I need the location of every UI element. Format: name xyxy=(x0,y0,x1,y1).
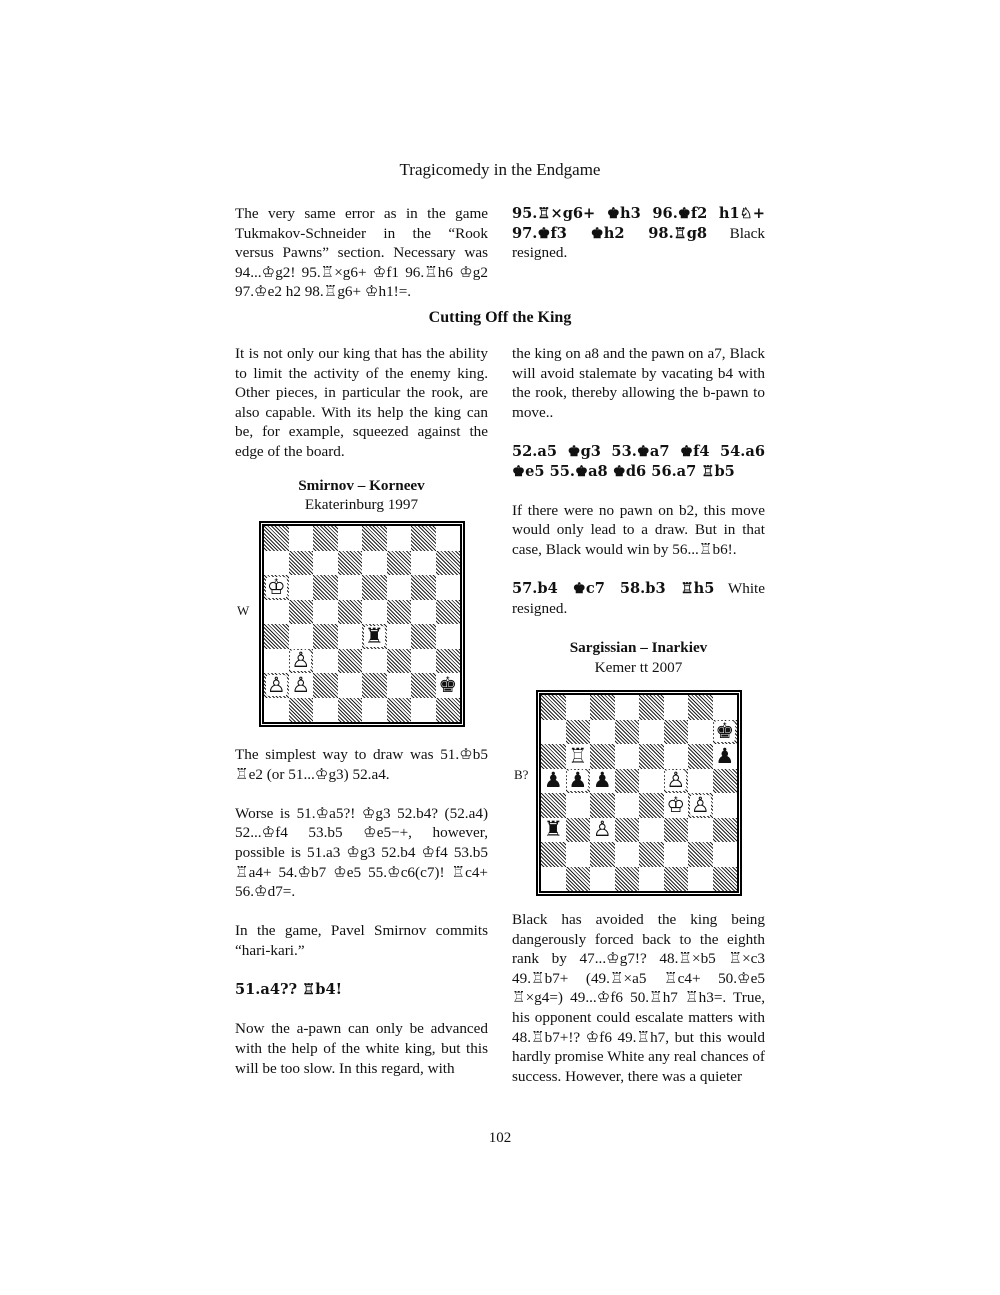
board-square xyxy=(387,698,412,723)
board-square xyxy=(436,575,461,600)
board-square xyxy=(362,649,387,674)
paragraph: Black has avoided the king being dangerously forced back to the eighth rank by 47...♔g7!? 48.♖×b5 ♖×c3 49.♖b7+ (49.♖×a5 ♖c4+ 50.♔e5 ♖×g4=) 49...♔f6 50.♖h7 ♖h3=. True, his opponent could escalate matters with 48.♖b7+!? ♔f6 49.♖h7, but this would hardly promise White any real chances of success. However, there was a quieter xyxy=(512,911,765,1085)
chess-piece: ♙ xyxy=(266,672,286,697)
chess-piece: ♟ xyxy=(592,768,612,793)
board-square xyxy=(313,575,338,600)
board-square xyxy=(436,551,461,576)
board-square xyxy=(615,842,640,867)
chess-piece: ♟ xyxy=(568,768,588,793)
move-sequence: 51.a4?? ♖b4! xyxy=(235,981,343,999)
board-square xyxy=(688,695,713,720)
board-square xyxy=(264,526,289,551)
board-square xyxy=(411,673,436,698)
paragraph: Now the a-pawn can only be advanced with the help of the white king, but this will be too slow. In this regard, with xyxy=(235,1020,488,1077)
chess-piece: ♖ xyxy=(568,743,588,768)
board-square xyxy=(566,867,591,892)
board-square xyxy=(615,818,640,843)
board-square xyxy=(411,624,436,649)
board-square xyxy=(541,818,566,843)
board-square xyxy=(387,624,412,649)
board-square xyxy=(590,720,615,745)
board-square xyxy=(264,575,289,600)
board-square xyxy=(664,720,689,745)
paragraph: In the game, Pavel Smirnov commits “hari-kari.” xyxy=(235,922,488,959)
board-square xyxy=(362,526,387,551)
board-square xyxy=(436,624,461,649)
board-square xyxy=(590,695,615,720)
board-square xyxy=(664,842,689,867)
side-to-move-label: W xyxy=(237,603,250,618)
board-square xyxy=(338,600,363,625)
board-square xyxy=(289,649,314,674)
board-square xyxy=(436,600,461,625)
top-left-text xyxy=(235,204,488,302)
board-square xyxy=(713,867,738,892)
paragraph xyxy=(512,204,765,263)
board-square xyxy=(566,695,591,720)
board-square xyxy=(436,698,461,723)
chess-piece: ♟ xyxy=(715,743,735,768)
board-square xyxy=(688,818,713,843)
board-square xyxy=(713,842,738,867)
chess-piece: ♟ xyxy=(543,768,563,793)
chess-piece: ♔ xyxy=(266,574,286,599)
chess-board xyxy=(539,693,739,893)
board-square xyxy=(713,744,738,769)
board-square xyxy=(590,818,615,843)
paragraph xyxy=(512,442,765,481)
board-square xyxy=(639,818,664,843)
board-square xyxy=(289,551,314,576)
board-square xyxy=(566,769,591,794)
board-square xyxy=(411,526,436,551)
board-square xyxy=(313,624,338,649)
running-header: Tragicomedy in the Endgame xyxy=(399,160,601,179)
board-square xyxy=(664,695,689,720)
board-square xyxy=(362,575,387,600)
board-square xyxy=(664,744,689,769)
board-square xyxy=(566,818,591,843)
chess-piece: ♔ xyxy=(666,792,686,817)
game-event: Ekaterinburg 1997 xyxy=(304,496,419,514)
left-column xyxy=(235,344,488,515)
board-square xyxy=(541,867,566,892)
board-square xyxy=(541,744,566,769)
board-square xyxy=(362,624,387,649)
board-square xyxy=(639,769,664,794)
board-square xyxy=(615,769,640,794)
paragraph: If there were no pawn on b2, this move would only lead to a draw. But in that case, Black would win by 56...♖b6!. xyxy=(512,501,765,558)
board-square xyxy=(436,673,461,698)
board-square xyxy=(313,649,338,674)
board-square xyxy=(411,600,436,625)
chess-piece: ♙ xyxy=(666,768,686,793)
board-square xyxy=(713,818,738,843)
board-square xyxy=(590,867,615,892)
board-square xyxy=(313,673,338,698)
board-square xyxy=(541,769,566,794)
board-square xyxy=(590,744,615,769)
chess-piece: ♙ xyxy=(690,792,710,817)
board-square xyxy=(541,793,566,818)
board-square xyxy=(411,575,436,600)
board-square xyxy=(338,551,363,576)
board-square xyxy=(362,600,387,625)
board-square xyxy=(639,842,664,867)
chess-piece: ♚ xyxy=(715,719,735,744)
board-square xyxy=(713,769,738,794)
game-players: Smirnov – Korneev xyxy=(298,476,425,494)
chess-board xyxy=(262,524,462,724)
board-square xyxy=(436,649,461,674)
board-square xyxy=(264,551,289,576)
left-column-lower xyxy=(235,745,488,1078)
chess-piece: ♙ xyxy=(592,817,612,842)
chess-piece: ♚ xyxy=(438,672,458,697)
right-column-lower xyxy=(512,910,765,1086)
game-heading xyxy=(235,476,488,515)
board-square xyxy=(639,793,664,818)
board-square xyxy=(688,720,713,745)
board-square xyxy=(289,526,314,551)
board-square xyxy=(338,624,363,649)
board-square xyxy=(289,698,314,723)
board-square xyxy=(289,673,314,698)
board-square xyxy=(338,673,363,698)
board-square xyxy=(264,600,289,625)
board-square xyxy=(264,673,289,698)
board-square xyxy=(362,673,387,698)
move-sequence: 95.♖×g6+ ♚h3 96.♚f2 h1♘+ 97.♚f3 ♚h2 98.♖g8 xyxy=(512,205,765,242)
board-square xyxy=(713,720,738,745)
board-square xyxy=(615,695,640,720)
chess-piece: ♜ xyxy=(543,817,563,842)
board-square xyxy=(411,698,436,723)
result-text: White resigned. xyxy=(512,580,765,617)
paragraph xyxy=(512,579,765,618)
paragraph xyxy=(235,980,488,1000)
board-square xyxy=(313,551,338,576)
board-square xyxy=(688,842,713,867)
board-square xyxy=(541,695,566,720)
move-sequence: 57.b4 ♚c7 58.b3 ♖h5 xyxy=(512,580,715,598)
board-square xyxy=(590,793,615,818)
paragraph: Worse is 51.♔a5?! ♔g3 52.b4? (52.a4) 52...♔f4 53.b5 ♔e5−+, however, possible is 51.a3 ♔g3 52.b4 ♔f4 53.b5 ♖a4+ 54.♔b7 ♔e5 55.♔c6(c7)! ♖c4+ 56.♔d7=. xyxy=(235,804,488,901)
paragraph: the king on a8 and the pawn on a7, Black will avoid stalemate by vacating b4 with the rook, thereby allowing the b-pawn to move.. xyxy=(512,345,765,421)
board-square xyxy=(264,698,289,723)
board-square xyxy=(289,575,314,600)
paragraph: The simplest way to draw was 51.♔b5 ♖e2 (or 51...♔g3) 52.a4. xyxy=(235,746,488,783)
board-square xyxy=(387,649,412,674)
board-square xyxy=(664,769,689,794)
chess-piece: ♜ xyxy=(364,623,384,648)
board-square xyxy=(590,842,615,867)
board-square xyxy=(566,842,591,867)
board-square xyxy=(264,624,289,649)
board-square xyxy=(313,526,338,551)
board-square xyxy=(664,793,689,818)
right-column xyxy=(512,344,765,678)
board-square xyxy=(387,526,412,551)
board-square xyxy=(688,793,713,818)
section-title: Cutting Off the King xyxy=(428,309,572,326)
chess-piece: ♙ xyxy=(291,672,311,697)
board-square xyxy=(566,793,591,818)
board-square xyxy=(566,744,591,769)
board-square xyxy=(541,842,566,867)
side-to-move-label: B? xyxy=(514,767,529,782)
paragraph: The very same error as in the game Tukmakov-Schneider in the “Rook versus Pawns” section. Necessary was 94...♔g2! 95.♖×g6+ ♔f1 96.♖h6 ♔g2 97.♔e2 h2 98.♖g6+ ♔h1!=. xyxy=(235,205,488,301)
board-square xyxy=(411,649,436,674)
board-square xyxy=(411,551,436,576)
board-square xyxy=(541,720,566,745)
game-players: Sargissian – Inarkiev xyxy=(569,639,708,657)
game-heading xyxy=(512,638,765,677)
board-square xyxy=(387,551,412,576)
board-square xyxy=(615,793,640,818)
board-square xyxy=(338,698,363,723)
move-sequence: 52.a5 ♚g3 53.♚a7 ♚f4 54.a6 ♚e5 55.♚a8 ♚d6 56.a7 ♖b5 xyxy=(512,442,765,480)
board-square xyxy=(387,600,412,625)
board-square xyxy=(289,600,314,625)
board-square xyxy=(688,867,713,892)
paragraph: It is not only our king that has the ability to limit the activity of the enemy king. Other pieces, in particular the rook, are also capable. With its help the king can be, for example, squeezed against the edge of the board. xyxy=(235,345,488,460)
board-square xyxy=(338,649,363,674)
board-square xyxy=(313,698,338,723)
board-square xyxy=(688,769,713,794)
board-square xyxy=(713,793,738,818)
board-square xyxy=(664,818,689,843)
board-square xyxy=(664,867,689,892)
board-square xyxy=(264,649,289,674)
board-square xyxy=(590,769,615,794)
board-square xyxy=(338,575,363,600)
board-square xyxy=(362,551,387,576)
game-event: Kemer tt 2007 xyxy=(594,658,683,676)
board-square xyxy=(639,867,664,892)
board-square xyxy=(289,624,314,649)
top-right-text xyxy=(512,204,765,263)
board-square xyxy=(313,600,338,625)
page-number: 102 xyxy=(488,1130,512,1146)
board-square xyxy=(639,744,664,769)
board-square xyxy=(436,526,461,551)
board-square xyxy=(566,720,591,745)
chess-piece: ♙ xyxy=(291,648,311,673)
board-square xyxy=(615,720,640,745)
board-square xyxy=(362,698,387,723)
board-square xyxy=(387,673,412,698)
board-square xyxy=(615,867,640,892)
board-square xyxy=(688,744,713,769)
board-square xyxy=(338,526,363,551)
result-text: Black resigned. xyxy=(512,224,765,262)
board-square xyxy=(713,695,738,720)
board-square xyxy=(639,695,664,720)
board-square xyxy=(639,720,664,745)
board-square xyxy=(387,575,412,600)
board-square xyxy=(615,744,640,769)
